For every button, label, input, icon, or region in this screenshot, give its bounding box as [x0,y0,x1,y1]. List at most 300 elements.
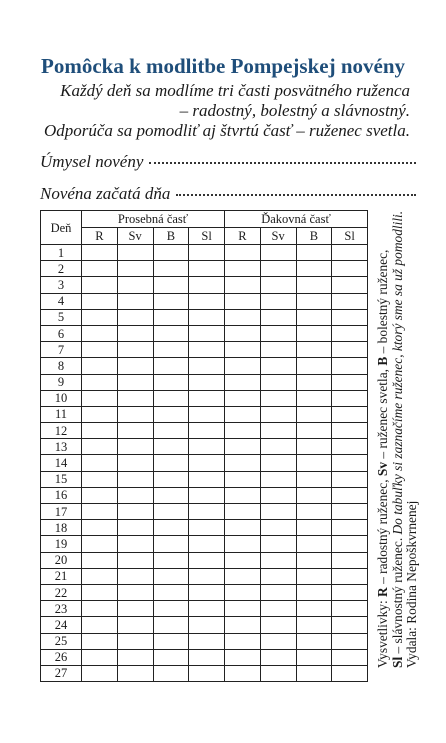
check-cell[interactable] [296,520,332,536]
table-row [41,649,368,665]
day-number: 2 [41,261,82,277]
day-number: 22 [41,584,82,600]
check-cell[interactable] [117,406,153,422]
check-cell[interactable] [260,309,296,325]
check-cell[interactable] [225,342,261,358]
check-cell[interactable] [225,633,261,649]
legend-key-r: R [375,587,390,597]
legend-note: Do tabuľky si zaznačíme ruženec, ktorý sme sa už pomodlili. [389,210,405,535]
check-cell[interactable] [225,504,261,520]
day-number: 5 [41,309,82,325]
sub-header-thanks-r: R [225,228,261,245]
rosary-tracking-table [40,210,368,682]
check-cell[interactable] [153,390,189,406]
check-cell[interactable] [332,406,368,422]
check-cell[interactable] [225,455,261,471]
check-cell[interactable] [82,374,118,390]
day-number: 15 [41,471,82,487]
check-cell[interactable] [153,649,189,665]
day-number: 6 [41,325,82,341]
check-cell[interactable] [296,261,332,277]
table-row [41,358,368,374]
check-cell[interactable] [153,568,189,584]
check-cell[interactable] [153,584,189,600]
check-cell[interactable] [260,471,296,487]
day-number: 21 [41,568,82,584]
check-cell[interactable] [296,504,332,520]
check-cell[interactable] [332,520,368,536]
check-cell[interactable] [225,439,261,455]
check-cell[interactable] [260,552,296,568]
check-cell[interactable] [117,601,153,617]
check-cell[interactable] [260,439,296,455]
check-cell[interactable] [225,325,261,341]
check-cell[interactable] [189,633,225,649]
check-cell[interactable] [332,665,368,681]
check-cell[interactable] [82,277,118,293]
check-cell[interactable] [225,520,261,536]
check-cell[interactable] [153,293,189,309]
check-cell[interactable] [332,552,368,568]
check-cell[interactable] [153,342,189,358]
check-cell[interactable] [117,455,153,471]
check-cell[interactable] [153,406,189,422]
check-cell[interactable] [225,423,261,439]
check-cell[interactable] [260,390,296,406]
check-cell[interactable] [225,601,261,617]
check-cell[interactable] [117,277,153,293]
check-cell[interactable] [332,325,368,341]
day-number: 7 [41,342,82,358]
check-cell[interactable] [189,536,225,552]
check-cell[interactable] [260,293,296,309]
check-cell[interactable] [82,342,118,358]
check-cell[interactable] [225,617,261,633]
check-cell[interactable] [189,390,225,406]
check-cell[interactable] [117,390,153,406]
check-cell[interactable] [332,293,368,309]
started-field[interactable] [40,184,416,204]
check-cell[interactable] [153,439,189,455]
table-row [41,455,368,471]
check-cell[interactable] [153,261,189,277]
intro-line-1: Každý deň sa modlíme tri časti posvätného ruženca [60,81,410,100]
check-cell[interactable] [332,423,368,439]
check-cell[interactable] [332,277,368,293]
check-cell[interactable] [260,261,296,277]
intro-line-2: – radostný, bolestný a slávnostný. [179,101,410,120]
check-cell[interactable] [189,584,225,600]
check-cell[interactable] [117,325,153,341]
table-row [41,439,368,455]
check-cell[interactable] [189,520,225,536]
day-number: 17 [41,504,82,520]
table-row [41,293,368,309]
check-cell[interactable] [189,665,225,681]
check-cell[interactable] [82,487,118,503]
check-cell[interactable] [117,342,153,358]
check-cell[interactable] [332,245,368,261]
check-cell[interactable] [260,633,296,649]
check-cell[interactable] [296,439,332,455]
check-cell[interactable] [189,504,225,520]
check-cell[interactable] [260,277,296,293]
table-row [41,309,368,325]
check-cell[interactable] [82,552,118,568]
check-cell[interactable] [117,439,153,455]
table-row [41,374,368,390]
check-cell[interactable] [296,406,332,422]
day-number: 24 [41,617,82,633]
check-cell[interactable] [296,649,332,665]
check-cell[interactable] [260,358,296,374]
intention-field[interactable] [40,152,416,172]
check-cell[interactable] [189,293,225,309]
check-cell[interactable] [117,568,153,584]
check-cell[interactable] [189,487,225,503]
check-cell[interactable] [332,633,368,649]
check-cell[interactable] [189,358,225,374]
check-cell[interactable] [82,390,118,406]
intro-line-3: Odporúča sa pomodliť aj štvrtú časť – ruženec svetla. [43,121,410,140]
check-cell[interactable] [225,390,261,406]
day-number: 4 [41,293,82,309]
check-cell[interactable] [117,665,153,681]
check-cell[interactable] [296,536,332,552]
check-cell[interactable] [82,665,118,681]
check-cell[interactable] [225,665,261,681]
check-cell[interactable] [153,552,189,568]
check-cell[interactable] [260,342,296,358]
check-cell[interactable] [296,423,332,439]
day-column-header: Deň [41,211,82,245]
check-cell[interactable] [260,406,296,422]
started-label: Novéna začatá dňa [40,184,171,203]
publisher-line: Vydala: Rodina Nepoškvrnenej [404,500,419,668]
check-cell[interactable] [225,358,261,374]
table-row [41,568,368,584]
check-cell[interactable] [260,584,296,600]
check-cell[interactable] [153,325,189,341]
check-cell[interactable] [296,277,332,293]
table-row [41,617,368,633]
check-cell[interactable] [189,617,225,633]
table-row [41,277,368,293]
day-number: 12 [41,423,82,439]
check-cell[interactable] [260,617,296,633]
page-title: Pomôcka k modlitbe Pompejskej novény [41,54,405,78]
check-cell[interactable] [332,536,368,552]
check-cell[interactable] [189,261,225,277]
table-row [41,633,368,649]
check-cell[interactable] [153,520,189,536]
check-cell[interactable] [82,649,118,665]
check-cell[interactable] [260,423,296,439]
legend-key-sv: Sv [375,461,390,477]
check-cell[interactable] [260,374,296,390]
day-number: 11 [41,406,82,422]
table-row [41,520,368,536]
check-cell[interactable] [225,649,261,665]
check-cell[interactable] [153,277,189,293]
check-cell[interactable] [189,423,225,439]
check-cell[interactable] [82,520,118,536]
intro-text [20,81,410,141]
table-row [41,261,368,277]
check-cell[interactable] [82,245,118,261]
day-number: 23 [41,601,82,617]
check-cell[interactable] [296,584,332,600]
check-cell[interactable] [296,293,332,309]
check-cell[interactable] [117,261,153,277]
check-cell[interactable] [332,504,368,520]
check-cell[interactable] [189,325,225,341]
check-cell[interactable] [296,601,332,617]
intention-label: Úmysel novény [40,152,144,171]
day-number: 19 [41,536,82,552]
check-cell[interactable] [260,568,296,584]
check-cell[interactable] [332,455,368,471]
table-row [41,504,368,520]
day-number: 10 [41,390,82,406]
legend-text [376,208,420,668]
check-cell[interactable] [189,277,225,293]
check-cell[interactable] [225,568,261,584]
check-cell[interactable] [82,568,118,584]
table-row [41,325,368,341]
day-number: 8 [41,358,82,374]
check-cell[interactable] [332,584,368,600]
check-cell[interactable] [153,617,189,633]
check-cell[interactable] [117,617,153,633]
legend-key-b: B [375,356,390,366]
check-cell[interactable] [225,552,261,568]
day-number: 9 [41,374,82,390]
day-number: 1 [41,245,82,261]
check-cell[interactable] [117,471,153,487]
check-cell[interactable] [82,536,118,552]
check-cell[interactable] [332,390,368,406]
check-cell[interactable] [189,374,225,390]
check-cell[interactable] [332,487,368,503]
started-dotted-line[interactable] [176,193,416,196]
sub-header-petition-b: B [153,228,189,245]
check-cell[interactable] [296,633,332,649]
legend-prefix: Vysvetlivky: [375,596,390,668]
check-cell[interactable] [296,245,332,261]
check-cell[interactable] [296,568,332,584]
table-row [41,552,368,568]
table-row [41,584,368,600]
check-cell[interactable] [332,309,368,325]
legend-text-b: – bolestný ruženec, [375,249,390,357]
check-cell[interactable] [296,455,332,471]
check-cell[interactable] [117,293,153,309]
check-cell[interactable] [260,455,296,471]
check-cell[interactable] [82,439,118,455]
check-cell[interactable] [117,487,153,503]
check-cell[interactable] [189,455,225,471]
check-cell[interactable] [260,245,296,261]
table-row [41,487,368,503]
table-row [41,406,368,422]
check-cell[interactable] [296,358,332,374]
check-cell[interactable] [82,471,118,487]
check-cell[interactable] [82,617,118,633]
legend-key-sl: Sl [389,656,405,668]
legend-line-2 [391,208,406,668]
check-cell[interactable] [260,325,296,341]
check-cell[interactable] [82,584,118,600]
check-cell[interactable] [296,374,332,390]
check-cell[interactable] [153,536,189,552]
check-cell[interactable] [260,504,296,520]
check-cell[interactable] [153,633,189,649]
day-number: 26 [41,649,82,665]
check-cell[interactable] [296,309,332,325]
check-cell[interactable] [189,439,225,455]
day-number: 16 [41,487,82,503]
check-cell[interactable] [332,617,368,633]
check-cell[interactable] [153,374,189,390]
check-cell[interactable] [225,293,261,309]
check-cell[interactable] [332,471,368,487]
check-cell[interactable] [117,358,153,374]
check-cell[interactable] [260,487,296,503]
check-cell[interactable] [225,261,261,277]
table-row [41,536,368,552]
check-cell[interactable] [260,601,296,617]
check-cell[interactable] [117,552,153,568]
check-cell[interactable] [153,358,189,374]
table-row [41,665,368,681]
check-cell[interactable] [225,309,261,325]
check-cell[interactable] [189,552,225,568]
table-row [41,342,368,358]
check-cell[interactable] [117,374,153,390]
check-cell[interactable] [225,536,261,552]
check-cell[interactable] [189,568,225,584]
check-cell[interactable] [260,649,296,665]
check-cell[interactable] [296,665,332,681]
check-cell[interactable] [296,552,332,568]
check-cell[interactable] [260,536,296,552]
check-cell[interactable] [82,504,118,520]
check-cell[interactable] [82,601,118,617]
check-cell[interactable] [332,358,368,374]
check-cell[interactable] [82,406,118,422]
check-cell[interactable] [189,342,225,358]
table-row [41,471,368,487]
legend-text-r: – radostný ruženec, [375,476,390,588]
day-number: 20 [41,552,82,568]
check-cell[interactable] [225,471,261,487]
check-cell[interactable] [189,309,225,325]
check-cell[interactable] [117,423,153,439]
check-cell[interactable] [225,245,261,261]
petition-group-header: Prosebná časť [82,211,225,228]
check-cell[interactable] [296,342,332,358]
sub-header-row [41,228,368,245]
check-cell[interactable] [153,504,189,520]
thanksgiving-group-header: Ďakovná časť [225,211,368,228]
check-cell[interactable] [296,325,332,341]
check-cell[interactable] [82,455,118,471]
check-cell[interactable] [153,309,189,325]
check-cell[interactable] [117,536,153,552]
check-cell[interactable] [296,487,332,503]
check-cell[interactable] [82,423,118,439]
check-cell[interactable] [117,504,153,520]
check-cell[interactable] [189,471,225,487]
check-cell[interactable] [82,293,118,309]
check-cell[interactable] [153,245,189,261]
check-cell[interactable] [189,649,225,665]
check-cell[interactable] [117,245,153,261]
check-cell[interactable] [153,423,189,439]
check-cell[interactable] [225,277,261,293]
check-cell[interactable] [260,520,296,536]
check-cell[interactable] [332,374,368,390]
check-cell[interactable] [332,568,368,584]
check-cell[interactable] [189,601,225,617]
check-cell[interactable] [296,471,332,487]
day-number: 3 [41,277,82,293]
sub-header-thanks-sl: Sl [332,228,368,245]
check-cell[interactable] [332,601,368,617]
check-cell[interactable] [153,665,189,681]
check-cell[interactable] [332,439,368,455]
check-cell[interactable] [82,358,118,374]
check-cell[interactable] [296,617,332,633]
check-cell[interactable] [153,455,189,471]
check-cell[interactable] [117,584,153,600]
table-body [41,245,368,682]
check-cell[interactable] [117,520,153,536]
check-cell[interactable] [332,649,368,665]
sub-header-thanks-b: B [296,228,332,245]
check-cell[interactable] [82,261,118,277]
day-number: 18 [41,520,82,536]
sub-header-petition-sl: Sl [189,228,225,245]
check-cell[interactable] [189,245,225,261]
check-cell[interactable] [82,325,118,341]
legend-text-sv: – ruženec svetla, [375,365,390,462]
table-row [41,390,368,406]
check-cell[interactable] [82,633,118,649]
check-cell[interactable] [117,309,153,325]
check-cell[interactable] [117,633,153,649]
day-number: 27 [41,665,82,681]
check-cell[interactable] [153,487,189,503]
legend-line-1 [376,208,391,668]
intention-dotted-line[interactable] [149,161,416,164]
check-cell[interactable] [189,406,225,422]
check-cell[interactable] [260,665,296,681]
check-cell[interactable] [153,601,189,617]
check-cell[interactable] [82,309,118,325]
check-cell[interactable] [225,584,261,600]
check-cell[interactable] [296,390,332,406]
sub-header-petition-sv: Sv [117,228,153,245]
check-cell[interactable] [332,261,368,277]
check-cell[interactable] [225,487,261,503]
check-cell[interactable] [225,406,261,422]
check-cell[interactable] [225,374,261,390]
check-cell[interactable] [117,649,153,665]
check-cell[interactable] [332,342,368,358]
check-cell[interactable] [153,471,189,487]
